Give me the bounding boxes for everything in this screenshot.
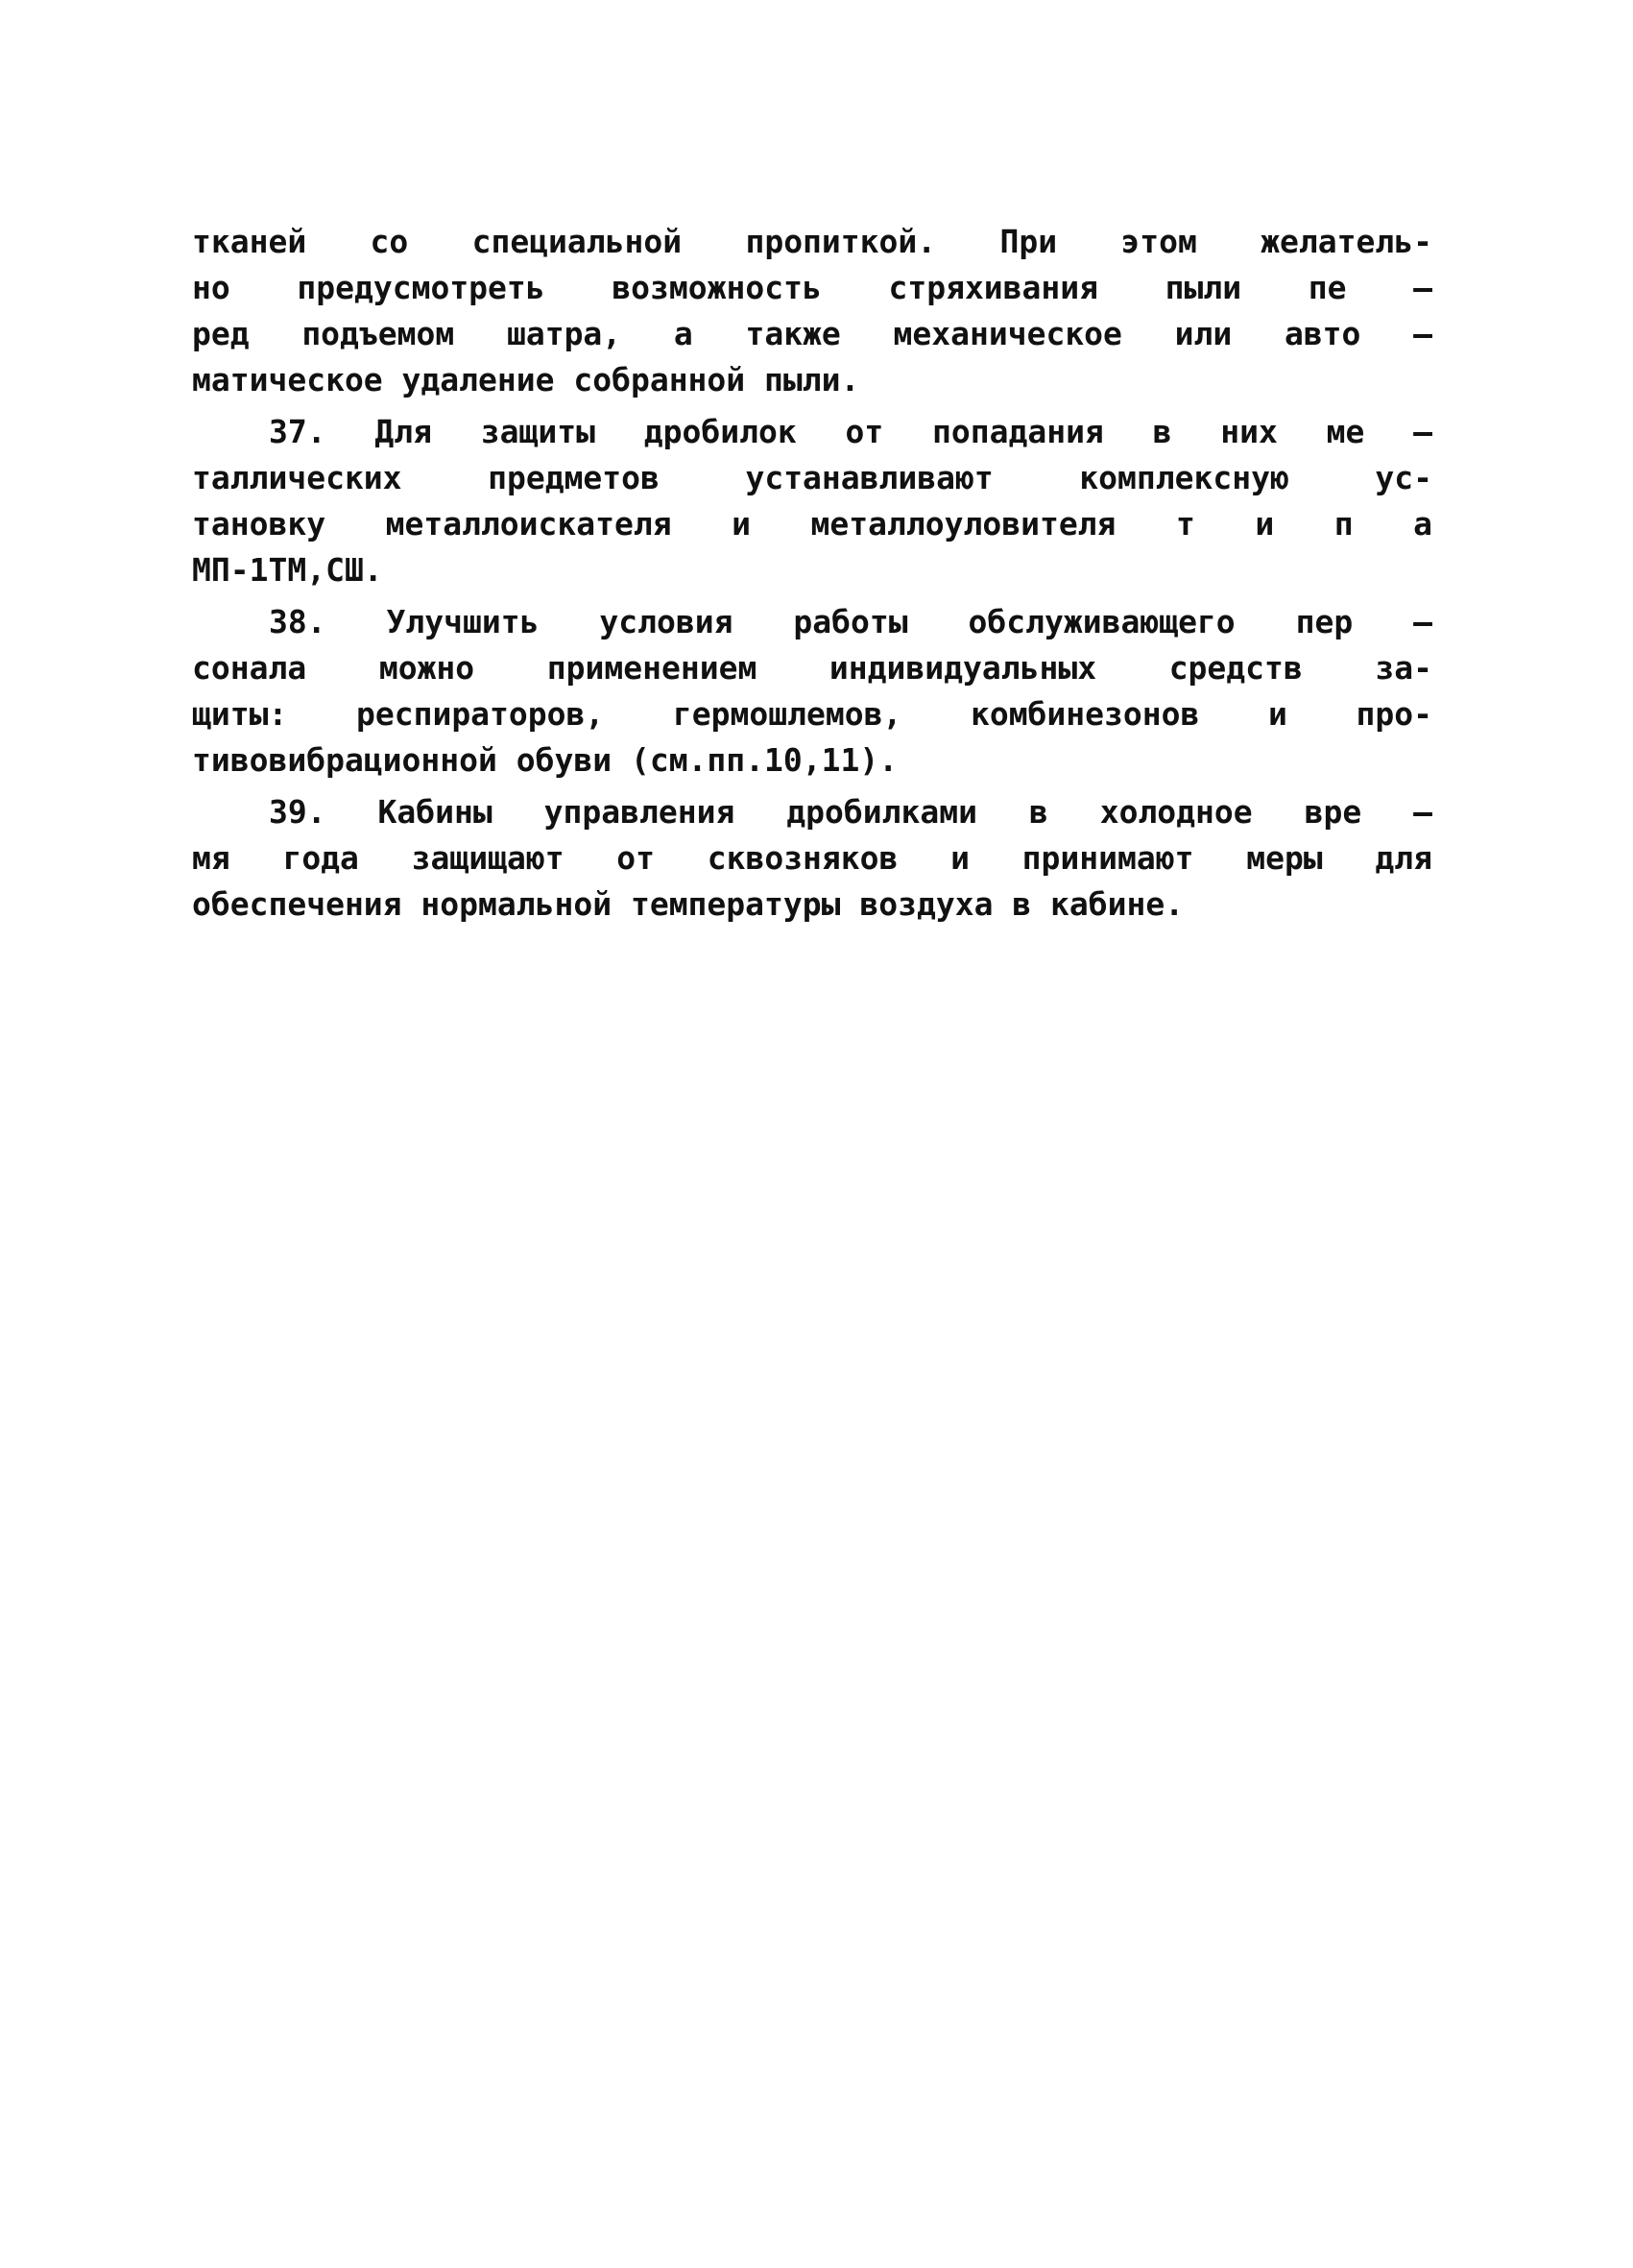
body-text xyxy=(192,219,1432,928)
paragraph-39 xyxy=(192,789,1432,928)
text-line xyxy=(192,409,1432,455)
text-line: обеспечения нормальной температуры воздуха в кабине. xyxy=(192,885,1185,923)
text-line-content: 37. Для защиты дробилок от попадания в них ме – xyxy=(269,413,1432,450)
text-line: ред подъемом шатра, а также механическое или авто – xyxy=(192,315,1432,352)
paragraph-continuation xyxy=(192,219,1432,403)
text-line-content: 38. Улучшить условия работы обслуживающего пер – xyxy=(269,603,1432,640)
text-line xyxy=(192,599,1432,645)
text-line: щиты: респираторов, гермошлемов, комбинезонов и про- xyxy=(192,695,1432,733)
paragraph-37 xyxy=(192,409,1432,593)
text-line: МП-1ТМ,СШ. xyxy=(192,551,383,589)
text-line: тановку металлоискателя и металлоуловителя т и п а xyxy=(192,505,1432,543)
text-line: тканей со специальной пропиткой. При этом желатель- xyxy=(192,223,1432,260)
text-line: тивовибрационной обуви (см.пп.10,11). xyxy=(192,741,899,779)
paragraph-38 xyxy=(192,599,1432,784)
text-line xyxy=(192,789,1432,835)
text-line: матическое удаление собранной пыли. xyxy=(192,361,860,398)
text-line: мя года защищают от сквозняков и принимают меры для xyxy=(192,839,1432,877)
text-line: но предусмотреть возможность стряхивания пыли пе – xyxy=(192,269,1432,306)
text-line: таллических предметов устанавливают комплексную ус- xyxy=(192,459,1432,496)
text-line: сонала можно применением индивидуальных средств за- xyxy=(192,649,1432,687)
text-line-content: 39. Кабины управления дробилками в холодное вре – xyxy=(269,793,1432,831)
